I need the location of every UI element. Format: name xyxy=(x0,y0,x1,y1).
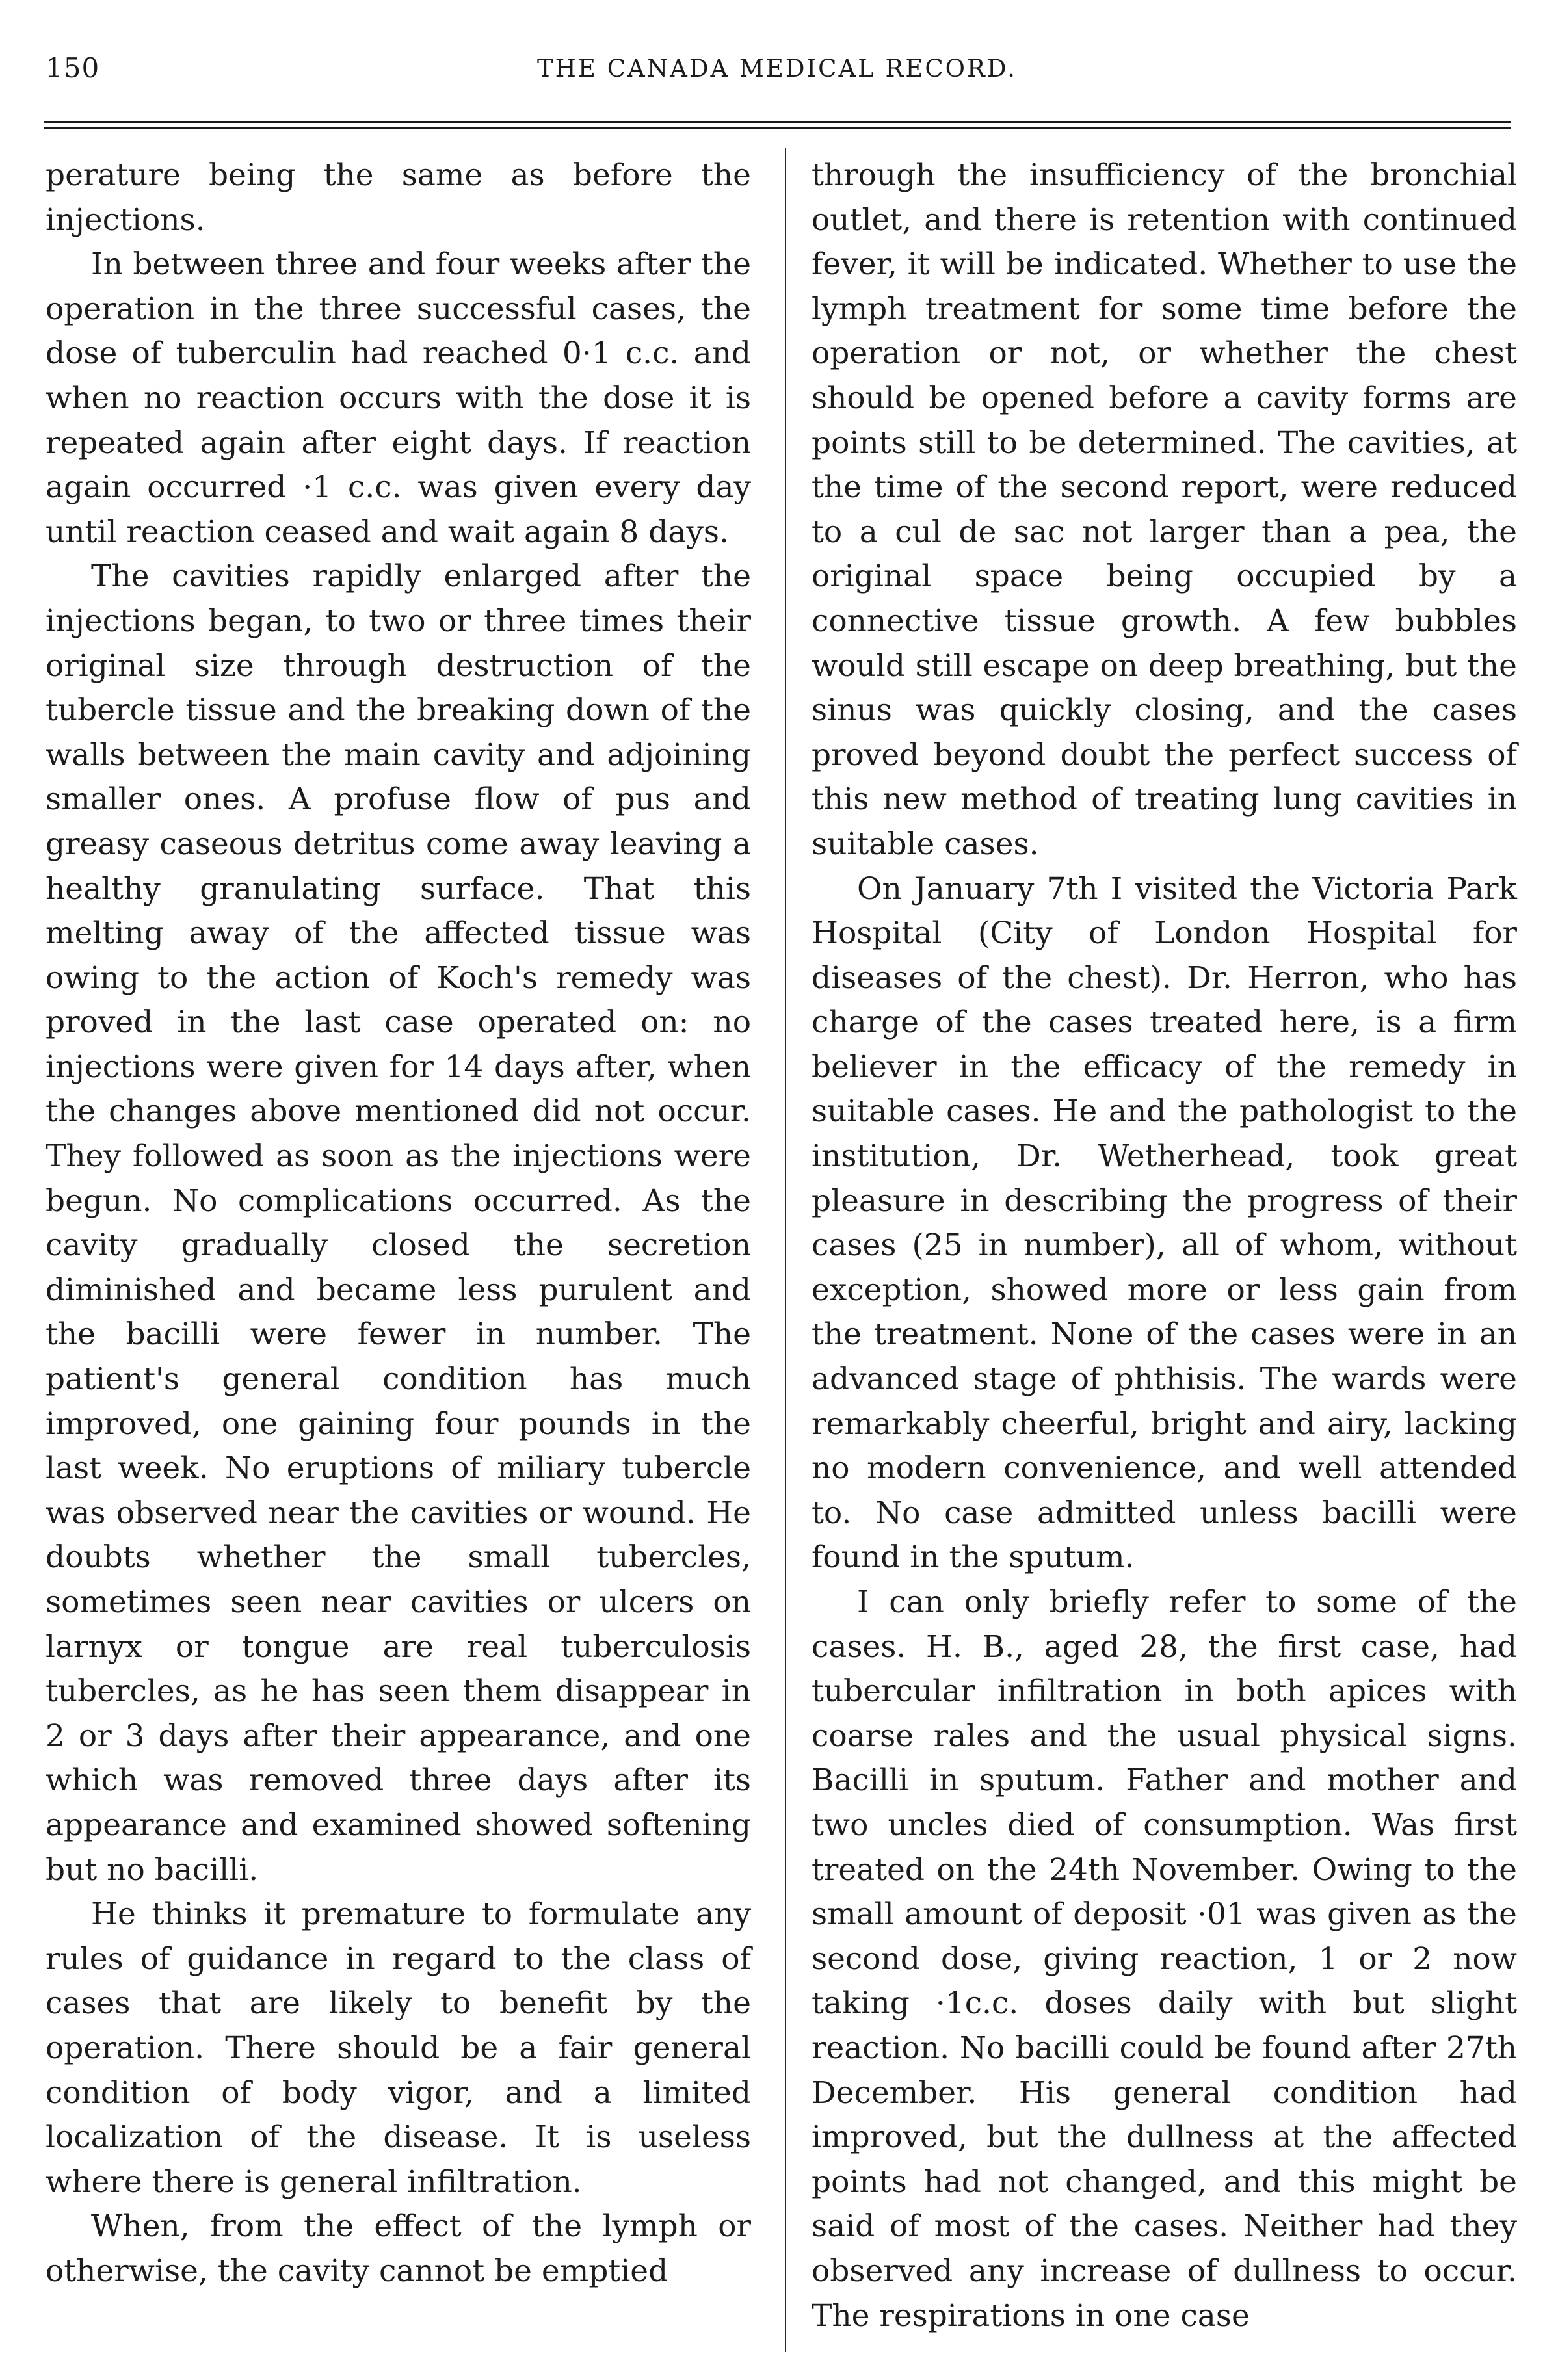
running-header xyxy=(46,52,1509,91)
paragraph: When, from the effect of the lymph or otherwise, the cavity cannot be emptied xyxy=(46,2208,751,2289)
header-rule-bottom xyxy=(44,127,1511,129)
page-number: 150 xyxy=(46,52,100,84)
header-rule-top xyxy=(44,121,1511,123)
paragraph: The cavities rapidly enlarged after the injections began, to two or three times their original size through destruction of the tubercle tissue and the breaking down of the walls between the main cavity and adjoining smaller ones. A profuse flow of pus and greasy caseous detritus come away leaving a healthy granulating surface. That this melting away of the affected tissue was owing to the action of Koch's remedy was proved in the last case operated on: no injections were given for 14 days after, when the changes above mentioned did not occur. They followed as soon as the injections were begun. No complications occurred. As the cavity gradually closed the secretion diminished and became less purulent and the bacilli were fewer in number. The patient's general condition has much improved, one gaining four pounds in the last week. No eruptions of miliary tubercle was observed near the cavities or wound. He doubts whether the small tubercles, sometimes seen near cavities or ulcers on larnyx or tongue are real tuberculosis tubercles, as he has seen them disappear in 2 or 3 days after their appearance, and one which was removed three days after its appearance and examined showed softening but no bacilli. xyxy=(46,558,751,1888)
paragraph: through the insufficiency of the bronchial outlet, and there is retention with continued fever, it will be indicated. Whether to use the lymph treatment for some time before the operation or not, or whether the chest should be opened before a cavity forms are points still to be determined. The cavities, at the time of the second report, were reduced to a cul de sac not larger than a pea, the original space being occupied by a connective tissue growth. A few bubbles would still escape on deep breathing, but the sinus was quickly closing, and the cases proved beyond doubt the perfect success of this new method of treating lung cavities in suitable cases. xyxy=(812,157,1517,862)
paragraph: On January 7th I visited the Victoria Park Hospital (City of London Hospital for diseases of the chest). Dr. Herron, who has charge of the cases treated here, is a firm believer in the efficacy of the remedy in suitable cases. He and the pathologist to the institution, Dr. Wetherhead, took great pleasure in describing the progress of their cases (25 in number), all of whom, without exception, showed more or less gain from the treatment. None of the cases were in an advanced stage of phthisis. The wards were remarkably cheerful, bright and airy, lacking no modern convenience, and well attended to. No case admitted unless bacilli were found in the sputum. xyxy=(812,870,1517,1576)
right-column xyxy=(812,153,1517,2338)
paragraph: I can only briefly refer to some of the cases. H. B., aged 28, the first case, had tubercular infiltration in both apices with coarse rales and the usual physical signs. Bacilli in sputum. Father and mother and two uncles died of consumption. Was first treated on the 24th November. Owing to the small amount of deposit ·01 was given as the second dose, giving reaction, 1 or 2 now taking ·1c.c. doses daily with but slight reaction. No bacilli could be found after 27th December. His general condition had improved, but the dullness at the affected points had not changed, and this might be said of most of the cases. Neither had they observed any increase of dullness to occur. The respirations in one case xyxy=(812,1584,1517,2334)
column-divider xyxy=(785,148,786,2352)
paragraph: In between three and four weeks after the operation in the three successful cases, the dose of tuberculin had reached 0·1 c.c. and when no reaction occurs with the dose it is repeated again after eight days. If reaction again occurred ·1 c.c. was given every day until reaction ceased and wait again 8 days. xyxy=(46,246,751,550)
paragraph: perature being the same as before the injections. xyxy=(46,157,751,238)
journal-title: THE CANADA MEDICAL RECORD. xyxy=(536,55,1017,83)
left-column xyxy=(46,153,751,2294)
paragraph: He thinks it premature to formulate any rules of guidance in regard to the class of cases that are likely to benefit by the operation. There should be a fair general condition of body vigor, and a limited localization of the disease. It is useless where there is general infiltration. xyxy=(46,1896,751,2200)
